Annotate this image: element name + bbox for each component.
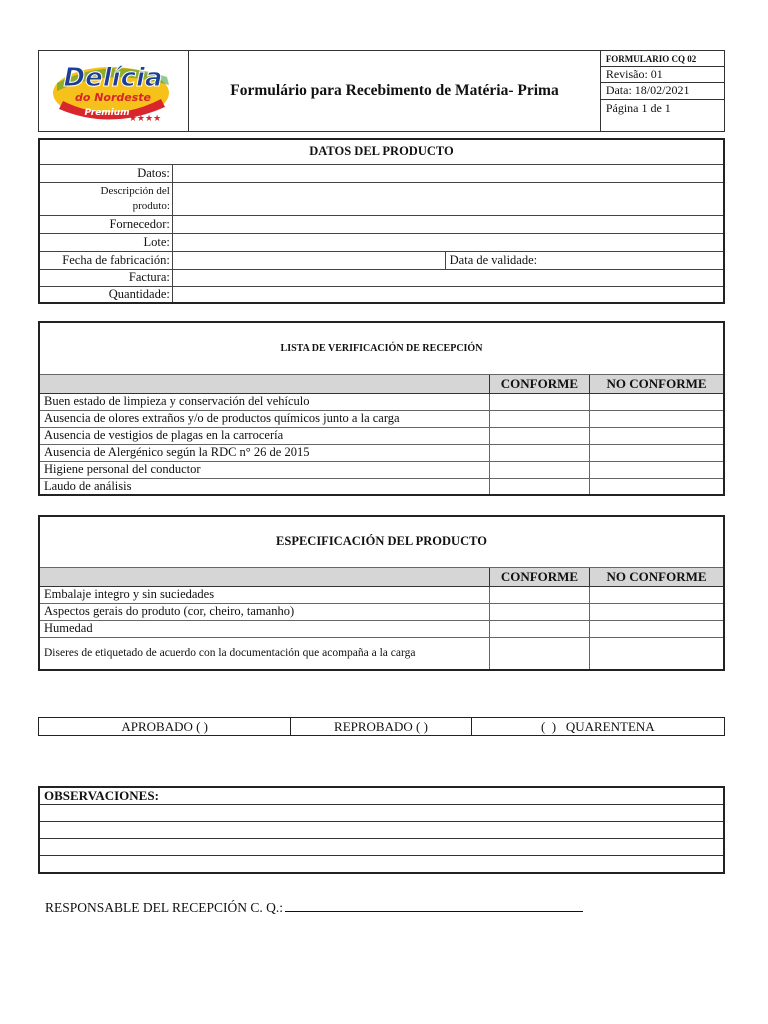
col-no-conforme: NO CONFORME bbox=[590, 567, 724, 586]
especificacion-table bbox=[38, 515, 725, 671]
delicia-logo-icon bbox=[49, 53, 179, 125]
field-data-validade[interactable] bbox=[445, 251, 724, 269]
revision: Revisão: 01 bbox=[600, 67, 724, 83]
logo-text-sub: do Nordeste bbox=[74, 90, 151, 104]
field-quantidade[interactable] bbox=[172, 286, 724, 303]
observaciones-line[interactable] bbox=[39, 822, 724, 839]
field-fecha-fabricacion[interactable] bbox=[172, 251, 445, 269]
checkbox-conforme[interactable] bbox=[489, 444, 589, 461]
label-datos: Datos: bbox=[39, 164, 172, 182]
checklist-item: Buen estado de limpieza y conservación del vehículo bbox=[39, 393, 489, 410]
company-logo bbox=[39, 51, 189, 132]
section-title: ESPECIFICACIÓN DEL PRODUCTO bbox=[39, 516, 724, 567]
header-blank bbox=[39, 567, 489, 586]
checklist-item: Ausencia de olores extraños y/o de productos químicos junto a la carga bbox=[39, 410, 489, 427]
field-descripcion[interactable] bbox=[172, 182, 724, 215]
col-conforme: CONFORME bbox=[489, 374, 589, 393]
aprobado-option[interactable]: APROBADO ( ) bbox=[39, 718, 291, 736]
observaciones-line[interactable] bbox=[39, 856, 724, 874]
checkbox-conforme[interactable] bbox=[489, 461, 589, 478]
checkbox-no-conforme[interactable] bbox=[590, 478, 724, 495]
checkbox-conforme[interactable] bbox=[489, 427, 589, 444]
checklist-item: Ausencia de Alergénico según la RDC n° 26 de 2015 bbox=[39, 444, 489, 461]
col-no-conforme: NO CONFORME bbox=[590, 374, 724, 393]
checkbox-conforme[interactable] bbox=[489, 620, 589, 637]
checkbox-no-conforme[interactable] bbox=[590, 586, 724, 603]
field-lote[interactable] bbox=[172, 233, 724, 251]
logo-stars: ★★★★ bbox=[128, 113, 161, 124]
checklist-item: Diseres de etiquetado de acuerdo con la documentación que acompaña a la carga bbox=[39, 637, 489, 670]
checkbox-no-conforme[interactable] bbox=[590, 410, 724, 427]
field-datos[interactable] bbox=[172, 164, 724, 182]
observaciones-line[interactable] bbox=[39, 839, 724, 856]
form-header bbox=[38, 50, 725, 132]
observaciones-line[interactable] bbox=[39, 805, 724, 822]
revision-date: Data: 18/02/2021 bbox=[600, 83, 724, 99]
checklist-item: Ausencia de vestigios de plagas en la carrocería bbox=[39, 427, 489, 444]
checkbox-conforme[interactable] bbox=[489, 586, 589, 603]
label-descripcion: Descripción del produto: bbox=[39, 182, 172, 215]
logo-text-premium: Premium bbox=[84, 107, 130, 118]
checkbox-no-conforme[interactable] bbox=[590, 427, 724, 444]
label-lote: Lote: bbox=[39, 233, 172, 251]
checklist-item: Embalaje integro y sin suciedades bbox=[39, 586, 489, 603]
resultado-table bbox=[38, 717, 725, 736]
responsable-signature bbox=[45, 900, 605, 916]
page-number: Página 1 de 1 bbox=[600, 99, 724, 131]
form-title: Formulário para Recebimento de Matéria- Prima bbox=[189, 51, 601, 132]
checkbox-no-conforme[interactable] bbox=[590, 603, 724, 620]
checklist-item: Higiene personal del conductor bbox=[39, 461, 489, 478]
label-factura: Factura: bbox=[39, 269, 172, 286]
checkbox-no-conforme[interactable] bbox=[590, 444, 724, 461]
label-fecha-fabricacion: Fecha de fabricación: bbox=[39, 251, 172, 269]
form-code: FORMULARIO CQ 02 bbox=[600, 51, 724, 67]
col-conforme: CONFORME bbox=[489, 567, 589, 586]
checkbox-no-conforme[interactable] bbox=[590, 393, 724, 410]
reprobado-option[interactable]: REPROBADO ( ) bbox=[291, 718, 471, 736]
label-quantidade: Quantidade: bbox=[39, 286, 172, 303]
checkbox-conforme[interactable] bbox=[489, 478, 589, 495]
field-factura[interactable] bbox=[172, 269, 724, 286]
checkbox-conforme[interactable] bbox=[489, 393, 589, 410]
responsable-label: RESPONSABLE DEL RECEPCIÓN C. Q.: bbox=[45, 900, 284, 915]
checkbox-conforme[interactable] bbox=[489, 603, 589, 620]
observaciones-title: OBSERVACIONES: bbox=[39, 787, 724, 805]
checkbox-no-conforme[interactable] bbox=[590, 637, 724, 670]
label-data-validade: Data de validade: bbox=[449, 252, 538, 267]
checklist-item: Humedad bbox=[39, 620, 489, 637]
checklist-item: Aspectos gerais do produto (cor, cheiro, tamanho) bbox=[39, 603, 489, 620]
checkbox-no-conforme[interactable] bbox=[590, 461, 724, 478]
checkbox-conforme[interactable] bbox=[489, 637, 589, 670]
field-fornecedor[interactable] bbox=[172, 215, 724, 233]
header-blank bbox=[39, 374, 489, 393]
checklist-item: Laudo de análisis bbox=[39, 478, 489, 495]
verificacion-table bbox=[38, 321, 725, 496]
section-title: DATOS DEL PRODUCTO bbox=[39, 139, 724, 164]
checkbox-no-conforme[interactable] bbox=[590, 620, 724, 637]
logo-text-main: Delícia bbox=[63, 62, 163, 93]
observaciones-table bbox=[38, 786, 725, 874]
datos-producto-table bbox=[38, 138, 725, 304]
quarentena-option[interactable]: ( ) QUARENTENA bbox=[471, 718, 724, 736]
checkbox-conforme[interactable] bbox=[489, 410, 589, 427]
section-title: LISTA DE VERIFICACIÓN DE RECEPCIÓN bbox=[39, 322, 724, 374]
label-fornecedor: Fornecedor: bbox=[39, 215, 172, 233]
signature-line[interactable] bbox=[285, 900, 583, 912]
